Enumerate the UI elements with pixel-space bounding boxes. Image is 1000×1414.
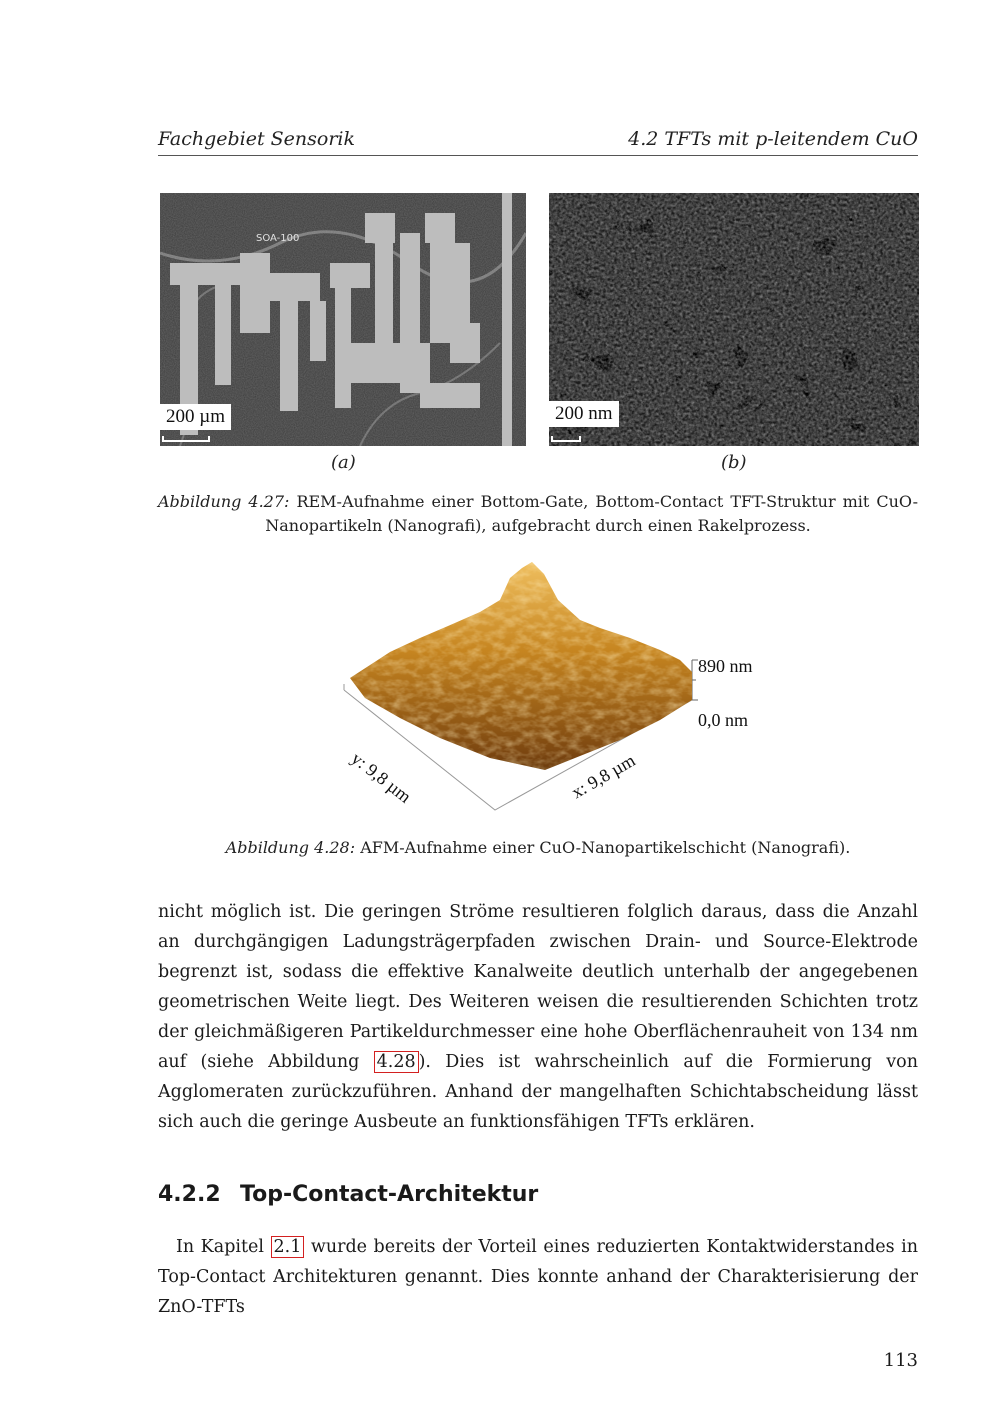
figure-4-28-afm-image xyxy=(330,560,770,820)
figure-4-27b-sem-image xyxy=(549,193,919,446)
header-rule xyxy=(158,155,918,156)
subfigure-label-b: (b) xyxy=(721,452,747,473)
afm-z-min-label: 0,0 nm xyxy=(698,710,749,730)
figure-reference-link[interactable]: 4.28 xyxy=(374,1051,419,1073)
figure-4-28-caption xyxy=(158,836,918,860)
body-paragraph xyxy=(158,897,918,1137)
figure-4-28-caption-label: Abbildung 4.28: xyxy=(225,838,356,857)
scale-bar-label-a: 200 µm xyxy=(160,404,231,430)
figure-4-27-caption-text-2: Nanopartikeln (Nanografi), aufgebracht durch einen Rakelprozess. xyxy=(265,516,811,535)
figure-4-28-caption-text: AFM-Aufnahme einer CuO-Nanopartikelschicht (Nanografi). xyxy=(360,838,851,857)
section-title: Top-Contact-Architektur xyxy=(240,1182,539,1207)
scale-bar-label-b: 200 nm xyxy=(549,401,619,427)
section-paragraph xyxy=(158,1232,918,1322)
running-header-right: 4.2 TFTs mit p-leitendem CuO xyxy=(628,128,918,150)
section-paragraph-text-1: In Kapitel xyxy=(176,1237,264,1257)
section-paragraph-text-2: wurde bereits der Vorteil eines reduzierten Kontaktwiderstandes in Top-Contact Architekturen genannt. Dies konnte anhand der Charakterisierung der ZnO-TFTs xyxy=(158,1237,918,1317)
chapter-reference-link[interactable]: 2.1 xyxy=(271,1236,305,1258)
afm-y-axis-label: y: 9,8 µm xyxy=(347,748,416,807)
afm-x-axis-label: x: 9,8 µm xyxy=(568,750,639,803)
page-number: 113 xyxy=(883,1350,918,1371)
scale-bar-b xyxy=(551,436,581,442)
running-header-left: Fachgebiet Sensorik xyxy=(158,128,356,150)
section-number: 4.2.2 xyxy=(158,1182,221,1207)
figure-4-27a-sem-image xyxy=(160,193,526,446)
figure-4-27-caption-text: REM-Aufnahme einer Bottom-Gate, Bottom-Contact TFT-Struktur mit CuO- xyxy=(296,492,918,511)
afm-z-max-label: 890 nm xyxy=(698,656,753,676)
figure-4-27-caption-label: Abbildung 4.27: xyxy=(158,492,290,511)
figure-4-27-caption xyxy=(158,490,918,538)
body-paragraph-text-2: ). Dies ist wahrscheinlich auf die Formierung von Agglomeraten zurückzuführen. Anhand der mangelhaften Schichtabscheidung lässt sich auch die geringe Ausbeute an funktionsfähigen TFTs erklären. xyxy=(158,1052,918,1132)
scale-bar-a xyxy=(162,436,210,442)
subfigure-label-a: (a) xyxy=(331,452,356,473)
body-paragraph-text-1: nicht möglich ist. Die geringen Ströme resultieren folglich daraus, dass die Anzahl an durchgängigen Ladungsträgerpfaden zwischen Drain- und Source-Elektrode begrenzt ist, sodass die effektive Kanalweite deutlich unterhalb der angegebenen geometrischen Weite liegt. Des Weiteren weisen die resultierenden Schichten trotz der gleichmäßigeren Partikeldurchmesser eine hohe Oberflächenrauheit von 134 nm auf (siehe Abbildung xyxy=(158,902,918,1072)
section-heading xyxy=(158,1182,538,1207)
